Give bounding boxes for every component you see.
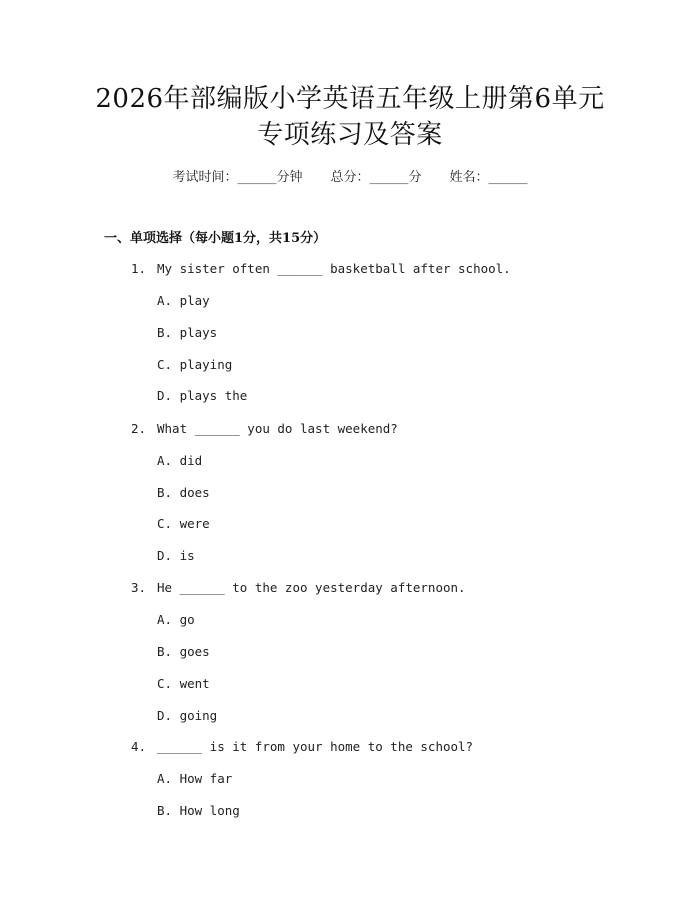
question-text: ______ is it from your home to the school? xyxy=(157,739,474,754)
question-2-option-a: A. did xyxy=(157,453,203,468)
question-4-option-b: B. How long xyxy=(157,803,240,818)
question-2 xyxy=(131,420,398,438)
question-4-option-a: A. How far xyxy=(157,771,233,786)
question-number: 3. xyxy=(131,580,147,595)
exam-info xyxy=(0,168,700,188)
question-number: 1. xyxy=(131,261,147,276)
document-title-line1: 2026年部编版小学英语五年级上册第6单元 xyxy=(95,84,605,114)
question-2-option-c: C. were xyxy=(157,516,210,531)
question-1-option-a: A. play xyxy=(157,293,210,308)
question-3-option-b: B. goes xyxy=(157,644,210,659)
question-3-option-a: A. go xyxy=(157,612,195,627)
student-name-label: 姓名：______ xyxy=(449,170,528,185)
question-4 xyxy=(131,738,473,756)
question-2-option-b: B. does xyxy=(157,485,210,500)
section-title: 一、单项选择（每小题1分，共15分） xyxy=(104,231,327,246)
question-3-option-d: D. going xyxy=(157,708,218,723)
question-3 xyxy=(131,579,466,597)
question-1-option-b: B. plays xyxy=(157,325,218,340)
question-2-option-d: D. is xyxy=(157,548,195,563)
question-1-option-d: D. plays the xyxy=(157,388,248,403)
question-number: 4. xyxy=(131,739,147,754)
document-title-line2: 专项练习及答案 xyxy=(257,120,443,150)
question-text: My sister often ______ basketball after school. xyxy=(157,261,511,276)
question-1 xyxy=(131,260,511,278)
question-number: 2. xyxy=(131,421,147,436)
question-1-option-c: C. playing xyxy=(157,357,233,372)
exam-time-label: 考试时间：______分钟 xyxy=(172,170,303,185)
question-text: What ______ you do last weekend? xyxy=(157,421,398,436)
question-3-option-c: C. went xyxy=(157,676,210,691)
total-score-label: 总分：______分 xyxy=(330,170,422,185)
question-text: He ______ to the zoo yesterday afternoon. xyxy=(157,580,466,595)
